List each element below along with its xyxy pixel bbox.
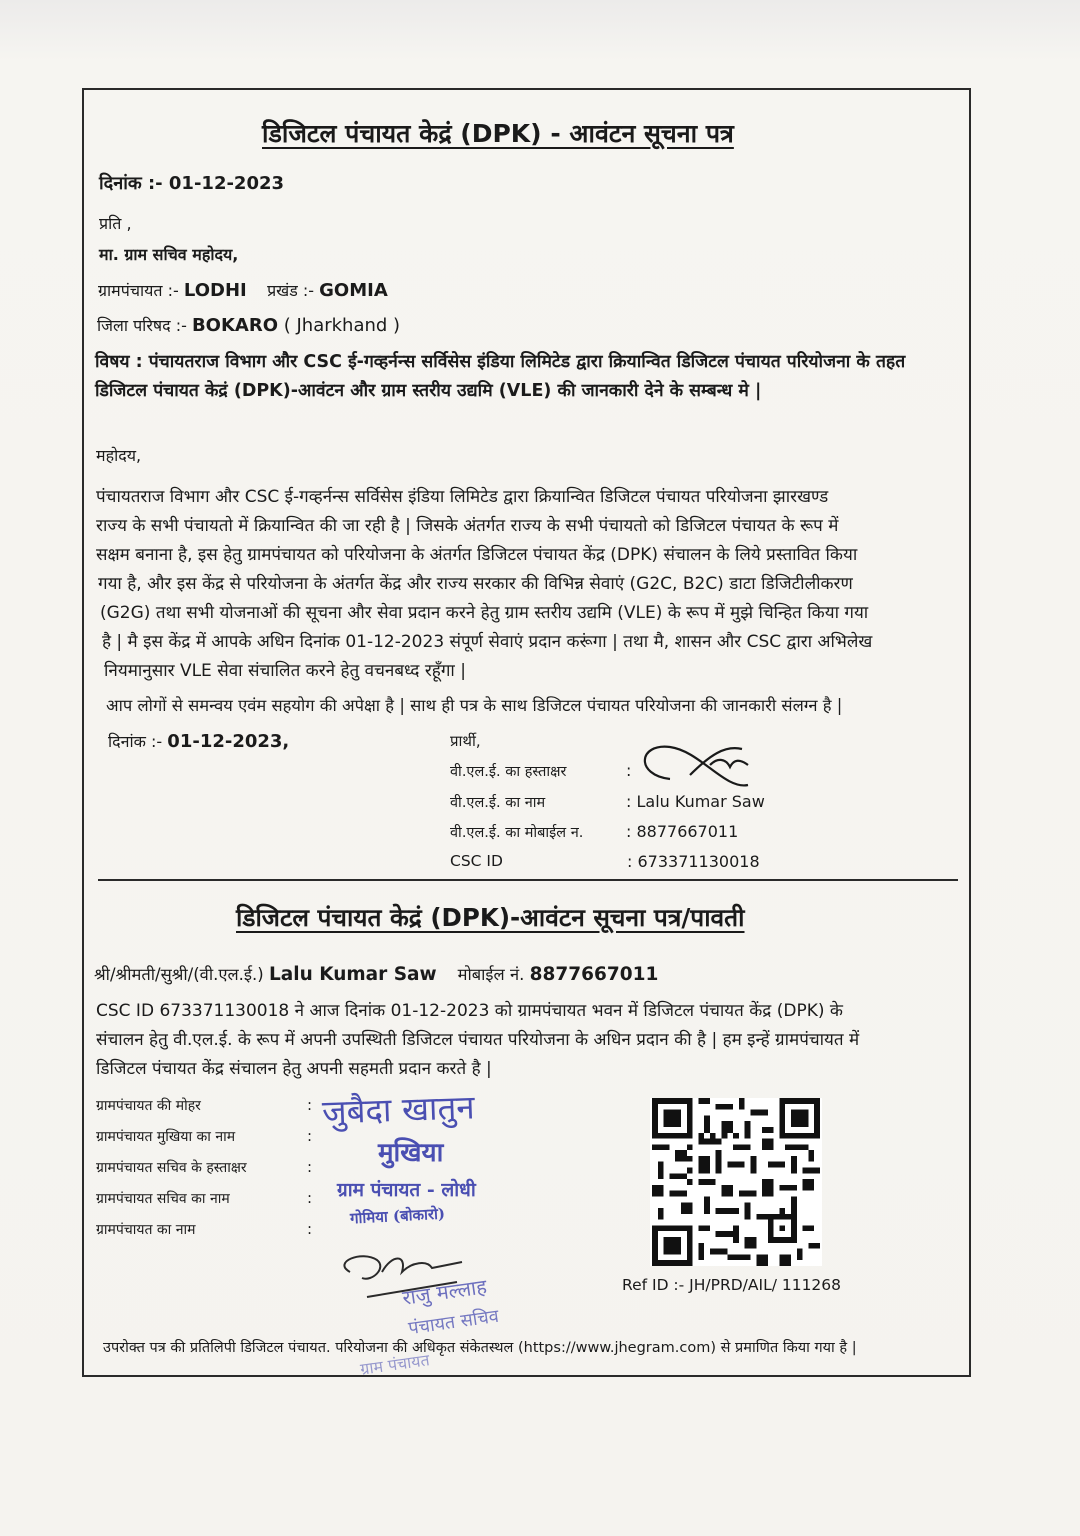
body-line: नियमानुसार VLE सेवा संचालित करने हेतु वचनबध्द रहूँगा | [104,661,466,681]
secretary-name-stamp: राजु मल्लाह [400,1274,489,1310]
panchayat-line: ग्रामपंचायत :- LODHI प्रखंड :- GOMIA [98,280,388,301]
field-colon: : [307,1127,313,1145]
body-line: गया है, और इस केंद्र से परियोजना के अंतर्गत केंद्र और राज्य सरकार की विभिन्न सेवाएं (G2C, B2C) डाटा डिजिटीलीकरण [98,574,853,594]
ref-id: Ref ID :- JH/PRD/AIL/ 111268 [622,1276,842,1294]
qr-code-icon [650,1098,822,1266]
body-line: है | मै इस केंद्र में आपके अधिन दिनांक 01-12-2023 संपूर्ण सेवाएं प्रदान करूंगा | तथा मै, शासन और CSC द्वारा अभिलेख [102,632,873,652]
panchayat-stamp: ग्राम पंचायत - लोधी [337,1179,476,1201]
field-colon: : [307,1096,313,1114]
district-stamp: गोमिया (बोकारो) [349,1204,446,1228]
receipt-para-line: डिजिटल पंचायत केंद्र संचालन हेतु अपनी सहमती प्रदान करते है | [96,1059,492,1079]
receipt-mobile: 8877667011 [529,964,659,985]
receipt-vle-line: श्री/श्रीमती/सुश्री/(वी.एल.ई.) Lalu Kumar Saw मोबाईल नं. 8877667011 [94,964,659,985]
greeting: महोदय, [96,446,142,465]
field-label-panchayat: ग्रामपंचायत का नाम [96,1222,196,1238]
body-line: सक्षम बनाना है, इस हेतु ग्रामपंचायत को परियोजना के अंतर्गत डिजिटल पंचायत केंद्र (DPK) संचालन के लिये प्रस्तावित किया [96,545,858,565]
panchayat-value: LODHI [183,280,247,301]
secretary-title-stamp: पंचायत सचिव [407,1305,501,1340]
applicant-label: प्रार्थी, [450,732,481,750]
vle-mobile-label: वी.एल.ई. का मोबाईल न. [450,825,584,841]
csc-id-label: CSC ID [450,852,503,870]
vle-signature-mark [630,735,760,795]
block-value: GOMIA [319,280,388,301]
field-colon: : [307,1220,313,1238]
body-line: राज्य के सभी पंचायतो में क्रियान्वित की जा रही है | जिसके अंतर्गत राज्य के सभी पंचायतो को डिजिटल पंचायत के रूप में [96,516,839,536]
to-label: प्रति , [99,214,132,233]
field-label-secretary-name: ग्रामपंचायत सचिव का नाम [96,1191,230,1207]
body-line: (G2G) तथा सभी योजनाओं की सूचना और सेवा प्रदान करने हेतु ग्राम स्तरीय उद्यमि (VLE) के रूप में मुझे चिन्हित किया गया [100,603,869,623]
state-value: ( Jharkhand ) [278,315,401,336]
vle-signature-colon: : [626,761,632,780]
mukhiya-name-stamp: जुबैदा खातुन [321,1087,476,1132]
field-colon: : [307,1189,313,1207]
letter-date: दिनांक :- 01-12-2023 [99,173,285,194]
field-label-secretary-sign: ग्रामपंचायत सचिव के हस्ताक्षर [96,1160,247,1176]
csc-id-value: : 673371130018 [627,852,760,871]
footer-note: उपरोक्त पत्र की प्रतिलिपी डिजिटल पंचायत. परियोजना की अधिकृत संकेतस्थल (https://www.jhegram.com) से प्रमाणित किया गया है | [103,1340,857,1356]
mukhiya-title-stamp: मुखिया [378,1138,444,1168]
addressee: मा. ग्राम सचिव महोदय, [99,245,239,264]
panchayat-faded-stamp: ग्राम पंचायत [359,1350,431,1379]
page-title: डिजिटल पंचायत केद्रं (DPK) - आवंटन सूचना पत्र [262,119,734,148]
vle-name-label: वी.एल.ई. का नाम [450,795,546,811]
section-divider [98,879,958,881]
subject: विषय : पंचायतराज विभाग और CSC ई-गव्हर्नन्स सर्विसेस इंडिया लिमिटेड द्वारा क्रियान्वित डिजिटल पंचायत परियोजना के तहत डिजिटल पंचायत केद्रं (DPK)-आवंटन और ग्राम स्तरीय उद्यमि (VLE) की जानकारी देने के सम्बन्ध मे | [95,352,906,401]
sign-date: दिनांक :- 01-12-2023, [108,731,290,752]
closing-line: आप लोगों से समन्वय एवंम सहयोग की अपेक्षा है | साथ ही पत्र के साथ डिजिटल पंचायत परियोजना की जानकारी संलग्न है | [106,696,843,715]
vle-name-value: : Lalu Kumar Saw [626,792,765,811]
receipt-para-line: संचालन हेतु वी.एल.ई. के रूप में अपनी उपस्थिती डिजिटल पंचायत परियोजना के अधिन प्रदान की है | हम इन्हें ग्रामपंचायत में [96,1030,860,1050]
field-colon: : [307,1158,313,1176]
vle-signature-label: वी.एल.ई. का हस्ताक्षर [450,764,567,780]
field-label-mukhiya: ग्रामपंचायत मुखिया का नाम [96,1129,236,1145]
receipt-vle-name: Lalu Kumar Saw [268,964,437,985]
receipt-title: डिजिटल पंचायत केद्रं (DPK)-आवंटन सूचना पत्र/पावती [236,903,745,932]
vle-mobile-value: : 8877667011 [626,822,739,841]
receipt-para-line: CSC ID 673371130018 ने आज दिनांक 01-12-2023 को ग्रामपंचायत भवन में डिजिटल पंचायत केंद्र (DPK) के [96,1001,843,1021]
field-label-seal: ग्रामपंचायत की मोहर [96,1098,201,1114]
district-line: जिला परिषद :- BOKARO ( Jharkhand ) [97,315,401,336]
district-value: BOKARO [191,315,279,336]
body-line: पंचायतराज विभाग और CSC ई-गव्हर्नन्स सर्विसेस इंडिया लिमिटेड द्वारा क्रियान्वित डिजिटल पंचायत परियोजना झारखण्ड [96,487,829,507]
